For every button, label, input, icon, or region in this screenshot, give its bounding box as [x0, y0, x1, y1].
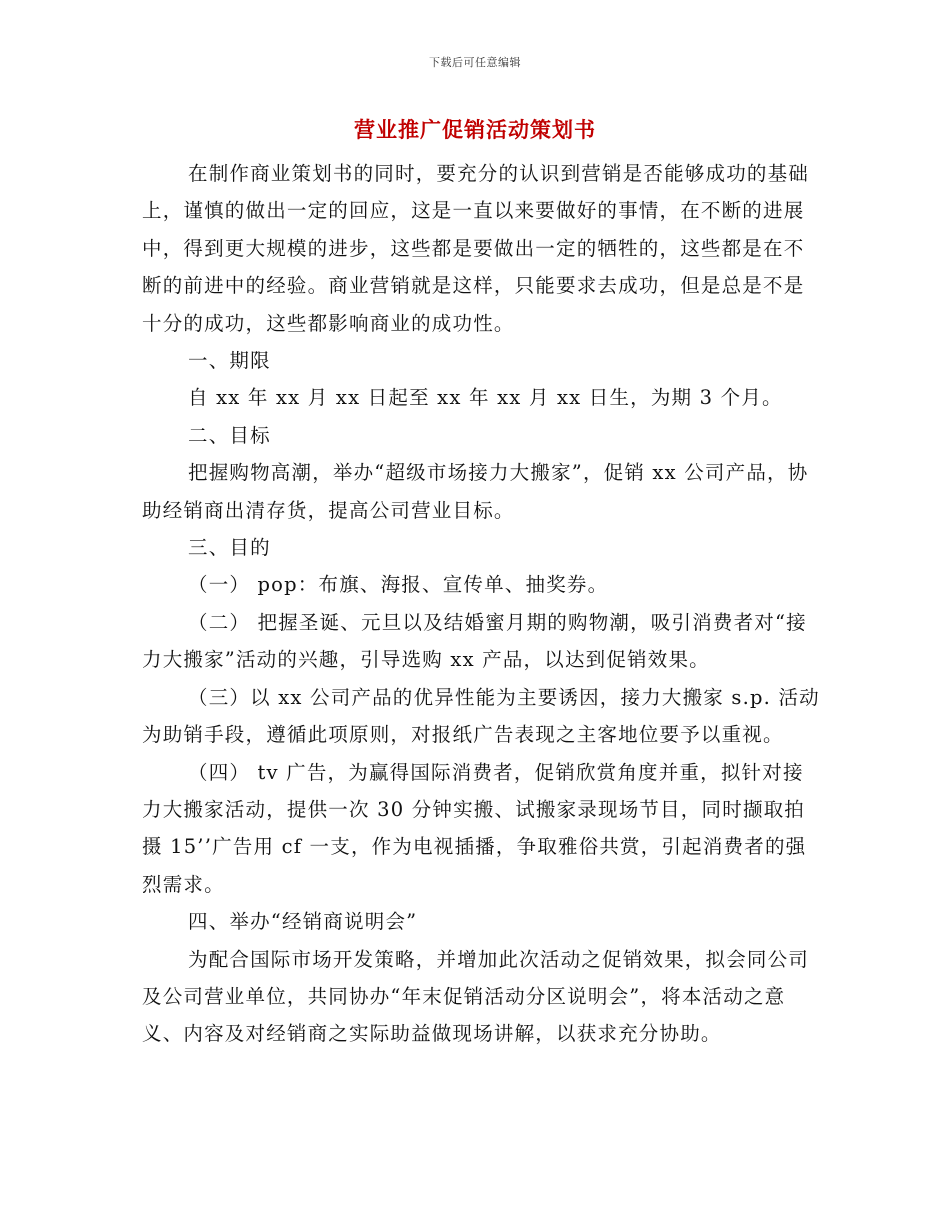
dealer-meeting-paragraph: 为配合国际市场开发策略，并增加此次活动之促销效果，拟会同公司及公司营业单位，共同协办“年末促销活动分区说明会”，将本活动之意义、内容及对经销商之实际助益做现场讲解，以获求充分协助。: [142, 947, 810, 1046]
purpose-item-2: （二） 把握圣诞、元旦以及结婚蜜月期的购物潮，吸引消费者对“接力大搬家”活动的兴趣，引导选购 xx 产品，以达到促销效果。: [142, 610, 807, 672]
document-body: [142, 155, 822, 1053]
goal-paragraph: 把握购物高潮，举办“超级市场接力大搬家”，促销 xx 公司产品，协助经销商出清存货，提高公司营业目标。: [142, 461, 809, 522]
purpose-item-1: （一） pop：布旗、海报、宣传单、抽奖券。: [188, 573, 609, 597]
section-heading-goal: 二、目标: [188, 423, 271, 447]
purpose-item-4: （四） tv 广告，为赢得国际消费者，促销欣赏角度并重，拟针对接力大搬家活动，提供一次 30 分钟实搬、试搬家录现场节目，同时撷取拍摄 15’’广告用 cf 一支，作为电视插播，争取雅俗共赏，引起消费者的强烈需求。: [142, 760, 807, 896]
header-note: 下载后可任意编辑: [429, 56, 521, 69]
section-heading-period: 一、期限: [188, 349, 271, 373]
intro-paragraph: 在制作商业策划书的同时，要充分的认识到营销是否能够成功的基础上，谨慎的做出一定的回应，这是一直以来要做好的事情，在不断的进展中，得到更大规模的进步，这些都是要做出一定的牺牲的，这些都是在不断的前进中的经验。商业营销就是这样，只能要求去成功，但是总是不是十分的成功，这些都影响商业的成功性。: [142, 162, 810, 335]
section-heading-dealer-meeting: 四、举办“经销商说明会”: [188, 910, 418, 934]
purpose-item-3: （三）以 xx 公司产品的优异性能为主要诱因，接力大搬家 s.p. 活动为助销手段，遵循此项原则，对报纸广告表现之主客地位要予以重视。: [142, 685, 820, 747]
period-paragraph: 自 xx 年 xx 月 xx 日起至 xx 年 xx 月 xx 日生，为期 3 个月。: [188, 386, 783, 410]
section-heading-purpose: 三、目的: [188, 536, 271, 560]
document-title: 营业推广促销活动策划书: [354, 117, 596, 142]
